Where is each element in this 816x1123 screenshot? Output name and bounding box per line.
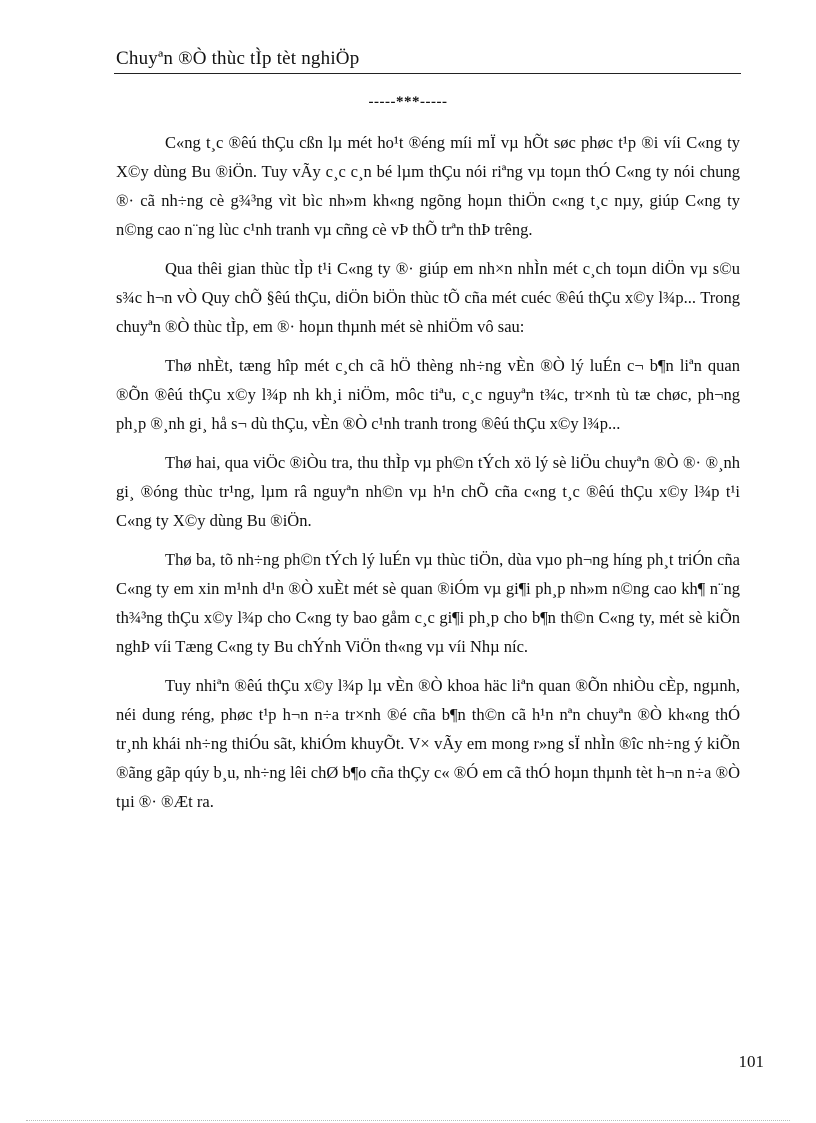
paragraph-3: Thø nhÈt, tæng hîp mét c¸ch cã hÖ thèng nh÷ng vÈn ®Ò lý luÉn c¬ b¶n liªn quan ®Õn ®êú thÇu x©y l¾p nh kh¸i niÖm, môc tiªu, c¸c nguyªn t¾c, tr×nh tù tæ chøc, ph¬ng ph¸p ®¸nh gi¸ hå s¬ dù thÇu, vÈn ®Ò c¹nh tranh trong ®êú thÇu x©y l¾p...	[116, 356, 740, 433]
footer-rule	[26, 1120, 790, 1121]
paragraph-5: Thø ba, tõ nh÷ng ph©n tÝch lý luÉn vµ thùc tiÖn, dùa vµo ph¬ng híng ph¸t triÓn cña C«ng ty em xin m¹nh d¹n ®Ò xuÈt mét sè quan ®iÓm vµ gi¶i ph¸p nh»m n©ng cao kh¶ n¨ng th¾³ng thÇu x©y l¾p cho C«ng ty bao gåm c¸c gi¶i ph¸p cho b¶n th©n C«ng ty, mét sè kiÕn nghÞ víi Tæng C«ng ty Bu chÝnh ViÖn th«ng vµ víi Nhµ níc.	[116, 550, 740, 656]
section-separator: -----***-----	[368, 94, 448, 110]
header-rule	[114, 73, 741, 74]
paragraph-4: Thø hai, qua viÖc ®iÒu tra, thu thÌp vµ ph©n tÝch xö lý sè liÖu chuyªn ®Ò ®· ®¸nh gi¸ ®óng thùc tr¹ng, lµm râ nguyªn nh©n vµ h¹n chÕ cña c«ng t¸c ®êú thÇu x©y l¾p t¹i C«ng ty X©y dùng Bu ®iÖn.	[116, 453, 740, 530]
running-header: Chuyªn ®Ò thùc tÌp tèt nghiÖp	[116, 48, 360, 69]
paragraph-2: Qua thêi gian thùc tÌp t¹i C«ng ty ®· giúp em nh×n nhÌn mét c¸ch toµn diÖn vµ s©u s¾c h¬n vÒ Quy chÕ §êú thÇu, diÖn biÖn thùc tÕ cña mét cuéc ®êú thÇu x©y l¾p... Trong chuyªn ®Ò thùc tÌp, em ®· hoµn thµnh mét sè nhiÖm vô sau:	[116, 259, 740, 336]
page-number: 101	[738, 1052, 764, 1071]
body-text	[116, 128, 740, 826]
paragraph-6: Tuy nhiªn ®êú thÇu x©y l¾p lµ vÈn ®Ò khoa häc liªn quan ®Õn nhiÒu cÈp, ngµnh, néi dung réng, phøc t¹p h¬n n÷a tr×nh ®é cña b¶n th©n cã h¹n nªn chuyªn ®Ò kh«ng thÓ tr¸nh khái nh÷ng thiÓu sãt, khiÓm khuyÕt. V× vÃy em mong r»ng sÏ nhÌn ®îc nh÷ng ý kiÕn ®ãng gãp qúy b¸u, nh÷ng lêi chØ b¶o cña thÇy c« ®Ó em cã thÓ hoµn thµnh tèt h¬n n÷a ®Ò tµi ®· ®Æt ra.	[116, 676, 740, 811]
paragraph-1: C«ng t¸c ®êú thÇu cßn lµ mét ho¹t ®éng míi mÏ vµ hÕt søc phøc t¹p ®i víi C«ng ty X©y dùng Bu ®iÖn. Tuy vÃy c¸c c¸n bé lµm thÇu nói riªng vµ toµn thÓ C«ng ty nói chung ®· cã nh÷ng cè g¾³ng vìt bìc nh»m kh«ng ngõng hoµn thiÖn c«ng t¸c nµy, giúp C«ng ty n©ng cao n¨ng lùc c¹nh tranh vµ cñng cè vÞ thÕ trªn thÞ trêng.	[116, 133, 740, 239]
